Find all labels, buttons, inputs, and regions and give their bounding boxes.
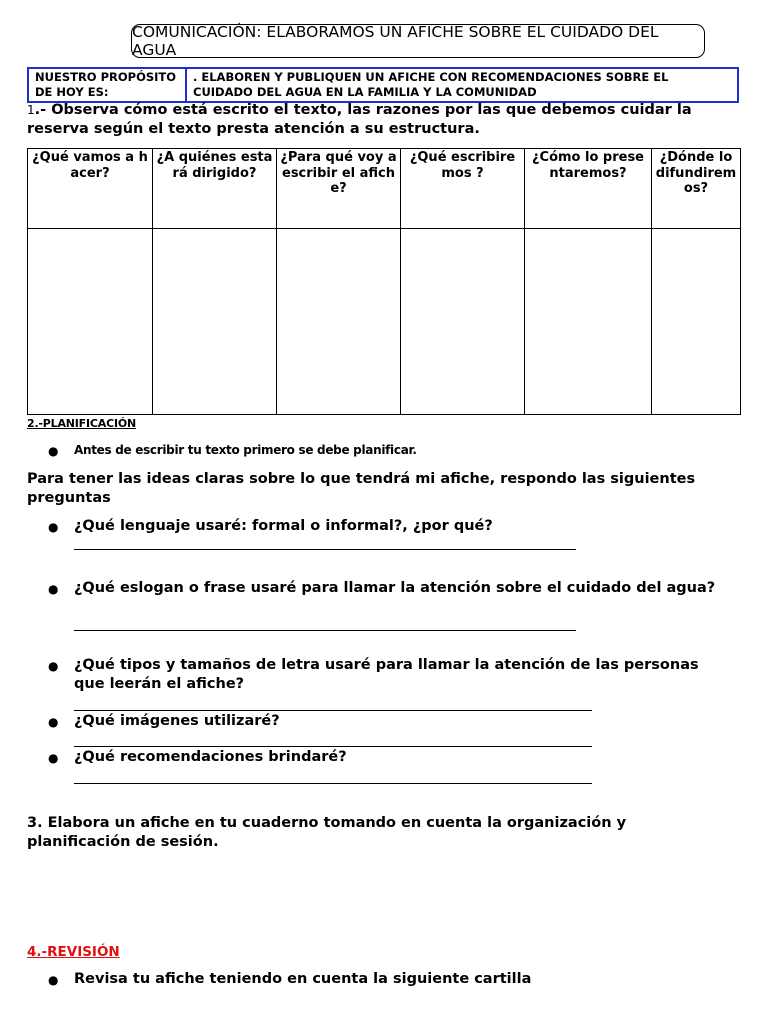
bullet-icon: ● [48, 444, 59, 458]
section-4-heading: 4.-REVISIÓN [27, 944, 120, 960]
question-font: ¿Qué tipos y tamaños de letra usaré para llamar la atención de las personas que leerán el afiche? [74, 657, 699, 692]
section-4-bullet: Revisa tu afiche teniendo en cuenta la siguiente cartilla [74, 971, 532, 987]
answer-cell[interactable] [28, 229, 153, 415]
page-title: COMUNICACIÓN: ELABORAMOS UN AFICHE SOBRE EL CUIDADO DEL AGUA [131, 24, 705, 58]
answer-line[interactable] [74, 783, 592, 784]
answer-cell[interactable] [153, 229, 277, 415]
section-2-heading: 2.-PLANIFICACIÓN [27, 417, 136, 430]
header-cell: ¿Qué escribiremos ? [401, 149, 525, 229]
header-cell: ¿Cómo lo presentaremos? [525, 149, 652, 229]
section-3-instruction: 3. Elabora un afiche en tu cuaderno tomando en cuenta la organización y planificación de sesión. [27, 815, 627, 850]
answer-cell[interactable] [525, 229, 652, 415]
question-slogan: ¿Qué eslogan o frase usaré para llamar la atención sobre el cuidado del agua? [74, 580, 716, 596]
section-1-instruction [27, 101, 743, 139]
question-recommendations: ¿Qué recomendaciones brindaré? [74, 749, 347, 765]
purpose-value: . ELABOREN Y PUBLIQUEN UN AFICHE CON RECOMENDACIONES SOBRE EL CUIDADO DEL AGUA EN LA FAMILIA Y LA COMUNIDAD [186, 68, 738, 102]
purpose-label: NUESTRO PROPÓSITO DE HOY ES: [28, 68, 186, 102]
answer-line[interactable] [74, 710, 592, 711]
answer-line[interactable] [74, 630, 576, 631]
header-cell: ¿Dónde lo difundiremos? [652, 149, 741, 229]
header-cell: ¿Para qué voy a escribir el afiche? [277, 149, 401, 229]
bullet-icon: ● [48, 715, 59, 729]
answer-cell[interactable] [277, 229, 401, 415]
answer-cell[interactable] [652, 229, 741, 415]
question-images: ¿Qué imágenes utilizaré? [74, 713, 280, 729]
answer-line[interactable] [74, 746, 592, 747]
header-cell: ¿Qué vamos a hacer? [28, 149, 153, 229]
section-2-bullet: Antes de escribir tu texto primero se debe planificar. [74, 443, 417, 457]
answer-line[interactable] [74, 549, 576, 550]
planning-table-header-row [28, 149, 741, 229]
question-language: ¿Qué lenguaje usaré: formal o informal?, ¿por qué? [74, 518, 493, 534]
section-1-number: 1 [27, 103, 35, 117]
bullet-icon: ● [48, 973, 59, 987]
purpose-table [27, 67, 739, 103]
bullet-icon: ● [48, 659, 59, 673]
bullet-icon: ● [48, 520, 59, 534]
answer-cell[interactable] [401, 229, 525, 415]
planning-table [27, 148, 741, 415]
planning-table-answer-row [28, 229, 741, 415]
header-cell: ¿A quiénes estará dirigido? [153, 149, 277, 229]
bullet-icon: ● [48, 582, 59, 596]
bullet-icon: ● [48, 751, 59, 765]
section-1-text: .- Observa cómo está escrito el texto, las razones por las que debemos cuidar la reserva según el texto presta atención a su estructura. [27, 102, 692, 137]
section-2-intro: Para tener las ideas claras sobre lo que tendrá mi afiche, respondo las siguientes preguntas [27, 471, 696, 506]
